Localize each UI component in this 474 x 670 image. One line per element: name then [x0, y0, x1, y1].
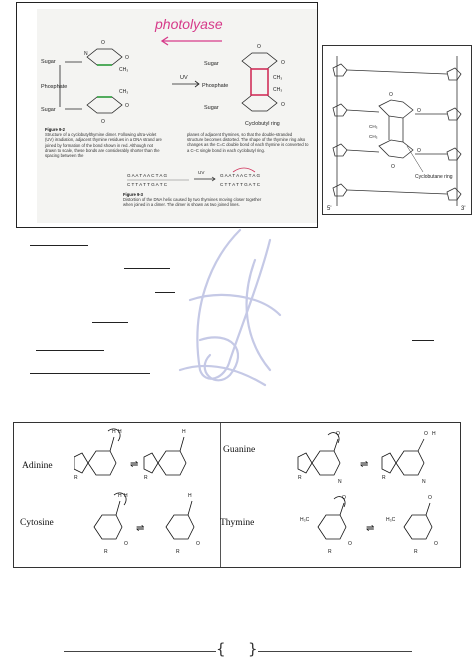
tautomer-table [13, 422, 461, 568]
svg-text:O: O [101, 119, 105, 125]
blank-line [155, 292, 175, 293]
figure-panel [37, 9, 317, 223]
adenine-ring [158, 451, 186, 475]
cyclobutyl-ring-label: Cyclobutyl ring [245, 121, 280, 127]
watermark-scribble [170, 220, 290, 395]
blank-line [30, 373, 150, 374]
thymine-dimer-diagram [37, 9, 317, 223]
column-divider [220, 423, 221, 567]
phosphate-label: Phosphate [41, 84, 68, 90]
svg-text:R: R [298, 475, 302, 481]
svg-text:R: R [414, 549, 418, 555]
svg-text:N: N [422, 479, 426, 485]
guanine-thymine-structures [294, 423, 454, 567]
phosphate-label: Phosphate [202, 83, 229, 89]
footer-brace-left: { [216, 640, 226, 658]
svg-text:O: O [434, 541, 438, 547]
svg-text:H: H [432, 431, 436, 437]
equilibrium-arrow: ⇌ [360, 459, 369, 470]
svg-text:R: R [328, 549, 332, 555]
svg-text:R: R [104, 549, 108, 555]
svg-text:CH₃: CH₃ [369, 134, 378, 139]
svg-text:CH₃: CH₃ [119, 67, 129, 73]
svg-text:O: O [101, 40, 105, 46]
footer-rule-left [64, 651, 216, 652]
equilibrium-arrow: ⇌ [366, 523, 375, 534]
five-prime-label: 5' [327, 206, 332, 212]
sequence-top: G A A T A A C T A G [127, 173, 168, 178]
svg-text:R: R [382, 475, 386, 481]
svg-text:H: H [124, 493, 128, 499]
svg-text:O: O [336, 431, 340, 437]
svg-text:H: H [112, 429, 116, 435]
figure-caption-right [187, 132, 309, 153]
sugar-label: Sugar [204, 105, 219, 111]
svg-text:H₃C: H₃C [300, 517, 310, 523]
cytosine-label: Cytosine [20, 518, 54, 528]
guanine-label: Guanine [223, 445, 256, 455]
svg-text:O: O [281, 102, 285, 108]
footer-brace-right: } [248, 640, 258, 658]
cytosine-ring [94, 515, 122, 539]
cyclobutyl-ring [251, 69, 268, 95]
adenine-ring [88, 451, 116, 475]
svg-text:O: O [417, 148, 421, 154]
caption-text: Structure of a cyclobutylthymine dimer. Following ultra-violet (UV) irradiation, adjacent thymine residues in a DNA strand are joined by formation of the bond shown in red. Although not drawn to scale, these bonds are considerably shorter than the spacing between the [45, 132, 162, 159]
svg-text:N: N [84, 51, 88, 57]
thymine-dimer-figure [16, 2, 318, 228]
svg-text:CH₃: CH₃ [273, 75, 283, 81]
svg-text:O: O [124, 541, 128, 547]
blank-line [124, 268, 170, 269]
svg-text:H: H [118, 429, 122, 435]
svg-text:O: O [389, 92, 393, 98]
svg-text:O: O [196, 541, 200, 547]
svg-text:O: O [342, 495, 346, 501]
svg-text:H: H [118, 493, 122, 499]
thymine-ring [404, 515, 432, 539]
guanine-ring [312, 451, 340, 475]
figure-caption-2 [123, 192, 263, 208]
thymine-label: Thymine [220, 518, 255, 528]
three-prime-label: 3' [461, 206, 466, 212]
sugar-label: Sugar [41, 59, 56, 65]
svg-text:N: N [338, 479, 342, 485]
blank-line [36, 350, 104, 351]
thymine-ring [318, 515, 346, 539]
svg-text:CH₃: CH₃ [119, 89, 129, 95]
svg-text:H: H [188, 493, 192, 499]
sugar-label: Sugar [204, 61, 219, 67]
svg-text:O: O [281, 60, 285, 66]
svg-text:O: O [125, 103, 129, 109]
sequence-top-dimer: G A A T A A C T A G [220, 173, 261, 178]
adenine-cytosine-structures [74, 423, 214, 567]
caption-text: planes of adjacent thymines, so that the double-stranded structure becomes distorted. The shape of the thymine ring also changes as the C=C double bond of each thymine is converted to a C–C single bond in each cyclobutyl ring. [187, 132, 309, 153]
photolyase-annotation: photolyase [155, 16, 223, 32]
guanine-ring [396, 451, 424, 475]
figure-title: Figure 9-2 [45, 127, 66, 132]
thymine-ring [87, 49, 122, 65]
svg-text:R: R [144, 475, 148, 481]
svg-text:O: O [428, 495, 432, 501]
uv-label: UV [180, 75, 188, 81]
thymine-ring [87, 97, 122, 113]
sugar-label: Sugar [41, 107, 56, 113]
sequence-bottom-dimer: C T T A T T G A T C [220, 182, 261, 187]
equilibrium-arrow: ⇌ [130, 459, 139, 470]
svg-text:CH₃: CH₃ [273, 87, 283, 93]
adenine-label: Adinine [22, 461, 53, 471]
figure-caption-left [45, 127, 165, 158]
thymine-ring [242, 95, 277, 111]
cyclobutane-ring-label: Cyclobutane ring [415, 174, 453, 180]
uv-label: UV [198, 170, 205, 175]
cytosine-ring [166, 515, 194, 539]
figure-title: Figure 9-3 [123, 192, 144, 197]
blank-line [92, 322, 128, 323]
svg-text:O: O [125, 55, 129, 61]
caption-text: Distortion of the DNA helix caused by two thymines moving closer together when joined in a dimer. The dimer is shown as two joined lines. [123, 197, 262, 208]
svg-text:O: O [424, 431, 428, 437]
svg-text:H: H [182, 429, 186, 435]
svg-text:R: R [74, 475, 78, 481]
footer-rule-right [258, 651, 412, 652]
svg-text:H₃C: H₃C [386, 517, 396, 523]
blank-line [412, 340, 434, 341]
svg-text:R: R [176, 549, 180, 555]
sequence-bottom: C T T A T T G A T C [127, 182, 168, 187]
svg-text:O: O [417, 108, 421, 114]
blank-line [30, 245, 88, 246]
cyclobutane-dna-diagram [323, 46, 471, 214]
equilibrium-arrow: ⇌ [136, 523, 145, 534]
thymine-ring [242, 53, 277, 69]
svg-text:O: O [391, 164, 395, 170]
svg-text:O: O [348, 541, 352, 547]
svg-text:CH₃: CH₃ [369, 124, 378, 129]
svg-text:O: O [257, 44, 261, 50]
dimer-bulge [233, 168, 255, 172]
cyclobutane-dna-figure [322, 45, 472, 215]
